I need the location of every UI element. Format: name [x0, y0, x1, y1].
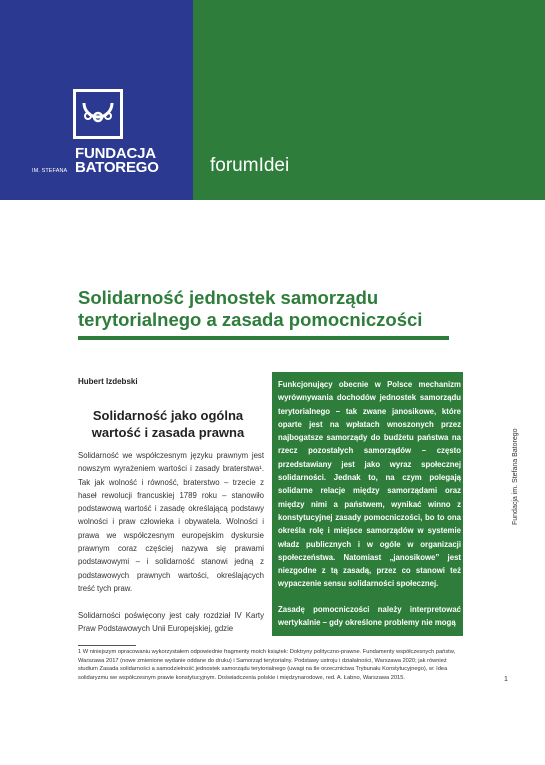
footnote-divider	[78, 645, 136, 646]
author-name: Hubert Izdebski	[78, 377, 138, 386]
org-name-prefix: IM. STEFANA	[32, 168, 68, 174]
page-number: 1	[504, 676, 508, 683]
org-name-line2: BATOREGO	[75, 159, 159, 176]
section-heading: Solidarność jako ogólna wartość i zasada prawna	[91, 408, 245, 440]
title-divider	[78, 336, 449, 340]
summary-box	[272, 372, 463, 636]
body-paragraph-1: Solidarność we współczesnym języku prawnym jest nowszym wyrażeniem wartości i zasady braterstwa¹. Tak jak wolność i równość, braterstwo – trzecie z haseł rewolucji francuskiej 1789 roku – stanowiło podstawową wartość i zasadę określającą podstawy wolności i praw człowieka i obywatela. Wolności i prawa we współczesnym europejskim dyskursie prawnym coraz częściej nazywa się prawami podstawowymi – i solidarność stanowi jedną z podstawowych prawnych wartości, określających treść tych praw.	[78, 451, 264, 593]
summary-paragraph-1: Funkcjonujący obecnie w Polsce mechanizm wyrównywania dochodów jednostek samorządu terytorialnego – tak zwane janosikowe, które oparte jest na wpłatach wnoszonych przez najbogatsze samorządy do budżetu państwa na rzecz pozostałych samorządów – często przedstawiany jest jako wyraz społecznej solidarności. Jednak to, na czym polegają solidarne relacje między samorządami oraz między nimi a państwem, wynikać winno z konstytucyjnej zasady pomocniczości, bo to ona określa rolę i miejsce samorządów w systemie władz publicznych i w ogóle w organizacji społeczeństwa. Natomiast „janosikowe” jest niezgodne z tą zasadą, przez co stanowi też wypaczenie sensu solidarności społecznej.	[278, 380, 461, 589]
summary-paragraph-2: Zasadę pomocniczości należy interpretować wertykalnie – gdy określone problemy nie mogą	[278, 605, 461, 628]
page-title: Solidarność jednostek samorządu terytorialnego a zasada pomocniczości	[78, 287, 423, 330]
series-name: forumIdei	[210, 155, 290, 176]
sidebar-org-text: Fundacja im. Stefana Batorego	[512, 428, 519, 525]
footnote: 1 W niniejszym opracowaniu wykorzystałem odpowiednie fragmenty moich książek: Doktryny polityczno-prawne. Fundamenty współczesnych państw, Warszawa 2017 (nowe zmienione wydanie oddane do druku) i Samorząd terytorialny. Podstawy ustroju i działalności, Warszawa 2020; jak również studium Zasada solidarności a samodzielność jednostek samorządu terytorialnego (uwagi na tle orzecznictwa Trybunału Konstytucyjnego), w: Idea solidaryzmu we współczesnym prawie konstytucyjnym. Doświadczenia polskie i międzynarodowe, red. A. Łabno, Warszawa 2015.	[78, 649, 456, 681]
body-paragraph-2: Solidarności poświęcony jest cały rozdział IV Karty Praw Podstawowych Unii Europejskiej, gdzie	[78, 611, 264, 634]
foundation-logo-icon	[73, 89, 123, 139]
org-name-line1: FUNDACJA	[75, 145, 156, 162]
